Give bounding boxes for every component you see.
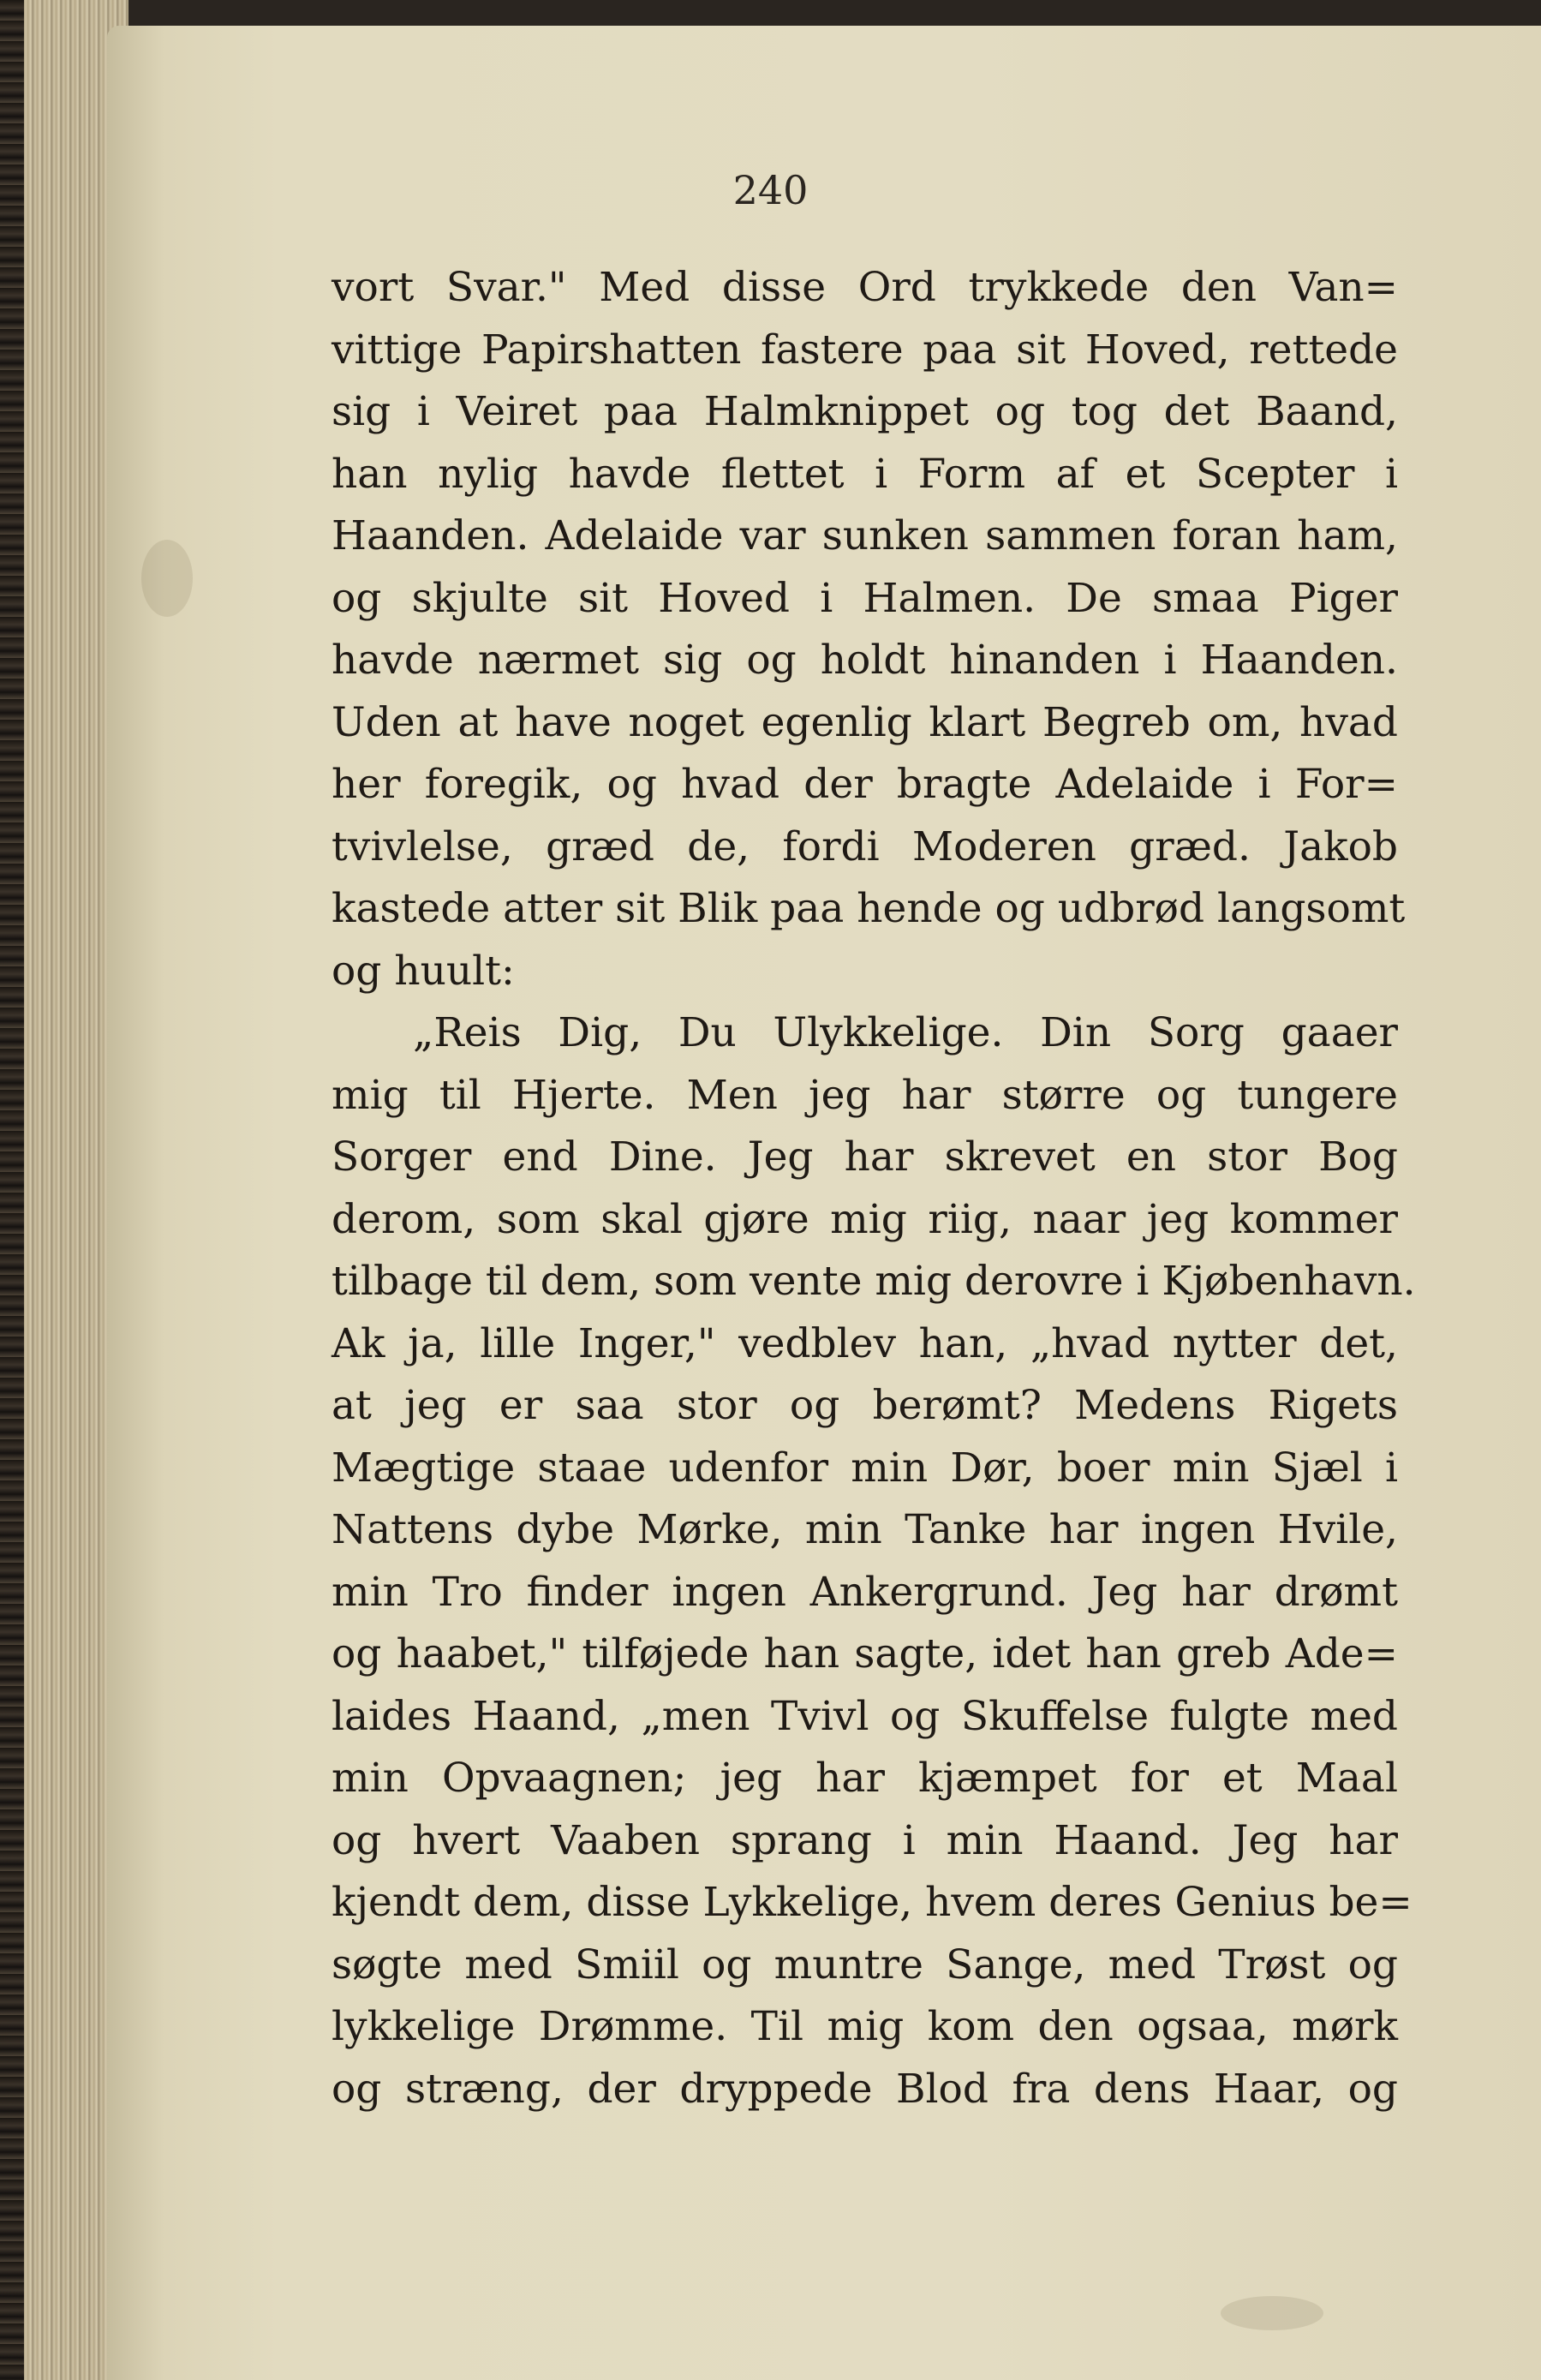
text-line: og hvert Vaaben sprang i min Haand. Jeg har [331, 1816, 1398, 1864]
text-line: havde nærmet sig og holdt hinanden i Haanden. [331, 637, 1398, 684]
text-line: lykkelige Drømme. Til mig kom den ogsaa, mørk [331, 2003, 1398, 2050]
text-line: vort Svar." Med disse Ord trykkede den Van= [331, 264, 1398, 311]
text-line: og stræng, der dryppede Blod fra dens Haar, og [331, 2065, 1398, 2113]
text-line: Sorger end Dine. Jeg har skrevet en stor Bog [331, 1133, 1398, 1181]
text-line: at jeg er saa stor og berømt? Medens Rigets [331, 1382, 1398, 1429]
text-line: Mægtige staae udenfor min Dør, boer min Sjæl i [331, 1444, 1398, 1492]
text-line: laides Haand, „men Tvivl og Skuffelse fulgte med [331, 1692, 1398, 1740]
paper-stain [1221, 2296, 1323, 2330]
text-line: sig i Veiret paa Halmknippet og tog det Baand, [331, 388, 1398, 435]
text-line: og haabet," tilføjede han sagte, idet han greb Ade= [331, 1630, 1398, 1677]
text-line: derom, som skal gjøre mig riig, naar jeg kommer [331, 1195, 1398, 1243]
text-line: Nattens dybe Mørke, min Tanke har ingen Hvile, [331, 1506, 1398, 1553]
text-line: Ak ja, lille Inger," vedblev han, „hvad nytter det, [331, 1319, 1398, 1367]
paper-stain [141, 540, 193, 617]
text-line: kastede atter sit Blik paa hende og udbrød langsomt [331, 885, 1406, 932]
body-text [331, 257, 1416, 2120]
text-line: her foregik, og hvad der bragte Adelaide i For= [331, 761, 1398, 808]
text-line: Uden at have noget egenlig klart Begreb om, hvad [331, 698, 1398, 746]
text-line: og huult: [331, 947, 515, 995]
text-line: kjendt dem, disse Lykkelige, hvem deres Genius be= [331, 1879, 1413, 1926]
text-line: min Opvaagnen; jeg har kjæmpet for et Maal [331, 1755, 1398, 1802]
text-line: tilbage til dem, som vente mig derovre i Kjøbenhavn. [331, 1258, 1416, 1305]
text-line: „Reis Dig, Du Ulykkelige. Din Sorg gaaer [413, 1009, 1398, 1056]
book-binding [0, 0, 24, 2380]
text-line: vittige Papirshatten fastere paa sit Hoved, rettede [331, 326, 1398, 374]
text-line: søgte med Smiil og muntre Sange, med Trøst og [331, 1940, 1398, 1988]
text-line: han nylig havde flettet i Form af et Scepter i [331, 450, 1398, 498]
page-number: 240 [732, 167, 809, 213]
text-line: mig til Hjerte. Men jeg har større og tungere [331, 1071, 1398, 1119]
text-line: Haanden. Adelaide var sunken sammen foran ham, [331, 512, 1398, 559]
text-line: min Tro finder ingen Ankergrund. Jeg har drømt [331, 1568, 1398, 1616]
text-line: tvivlelse, græd de, fordi Moderen græd. Jakob [331, 822, 1398, 870]
text-line: og skjulte sit Hoved i Halmen. De smaa Piger [331, 574, 1398, 622]
